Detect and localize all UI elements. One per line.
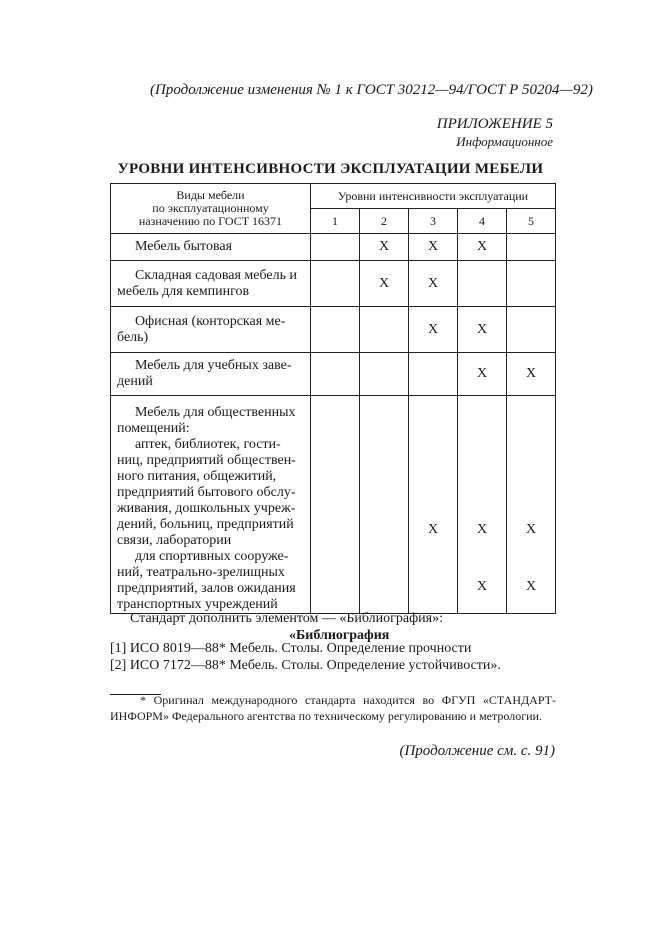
mark-cell (507, 396, 556, 614)
row-label-line: ниц, предприятий обществен- (117, 453, 296, 468)
header-kinds-line: назначению по ГОСТ 16371 (138, 214, 283, 228)
bibliography-item: [2] ИСО 7172—88* Мебель. Столы. Определение устойчивости». (110, 658, 501, 673)
mark-cell (458, 396, 507, 614)
header-levels: Уровни интенсивности эксплуатации (311, 184, 556, 209)
header-furniture-kinds (111, 184, 311, 234)
mark-cell: X (409, 261, 458, 307)
mark-cell (311, 261, 360, 307)
footnote: * Оригинал международного стандарта находится во ФГУП «СТАНДАРТ-ИНФОРМ» Федерального агентства по техническому регулированию и метрологии. (110, 693, 556, 723)
mark-cell (360, 353, 409, 396)
row-label-line: дений (117, 374, 153, 389)
mark-cell (311, 353, 360, 396)
mark-cell: X (409, 307, 458, 353)
row-label-line: аптек, библиотек, гости- (135, 437, 281, 452)
table-row (111, 353, 556, 396)
appendix-heading (437, 116, 553, 150)
appendix-title: ПРИЛОЖЕНИЕ 5 (436, 116, 553, 132)
row-label-line: ний, театрально-зрелищных (117, 565, 285, 580)
mark-cell (311, 234, 360, 261)
level-number: 4 (458, 209, 507, 234)
mark-cell (507, 234, 556, 261)
mark: X (476, 579, 488, 594)
row-label (111, 261, 311, 307)
row-label-line: ного питания, общежитий, (117, 469, 277, 484)
mark-cell: X (360, 261, 409, 307)
mark-cell (311, 307, 360, 353)
level-number: 2 (360, 209, 409, 234)
mark-cell (507, 307, 556, 353)
mark-cell: X (458, 234, 507, 261)
row-label-line: живания, дошкольных учреж- (117, 501, 296, 516)
mark-cell (360, 307, 409, 353)
mark-cell: X (409, 234, 458, 261)
table-row (111, 261, 556, 307)
row-label-line: Мебель для учебных заве- (135, 358, 292, 373)
mark-cell (409, 396, 458, 614)
mark-cell (507, 261, 556, 307)
mark-cell (409, 353, 458, 396)
header-kinds-line: по эксплуатационному (152, 201, 269, 215)
row-label-line: бель) (117, 329, 149, 345)
mark: X (525, 522, 537, 537)
row-label-line: помещений: (117, 421, 190, 436)
row-label-line: мебель для кемпингов (117, 283, 250, 299)
row-label (111, 396, 311, 614)
mark-cell (311, 396, 360, 614)
appendix-subtitle: Информационное (456, 134, 553, 149)
intensity-table (110, 183, 556, 614)
mark-cell: X (507, 353, 556, 396)
table-row (111, 234, 556, 261)
level-number: 5 (507, 209, 556, 234)
row-label-line: Мебель бытовая (135, 239, 233, 254)
bibliography-intro: Стандарт дополнить элементом — «Библиография»: (130, 611, 444, 626)
mark-cell: X (458, 307, 507, 353)
mark: X (427, 522, 439, 537)
row-label-line: Мебель для общественных (135, 405, 296, 420)
mark-cell: X (458, 353, 507, 396)
mark: X (525, 579, 537, 594)
row-label-line: дений, больниц, предприятий (117, 517, 294, 532)
row-label-line: связи, лаборатории (117, 533, 232, 548)
table-title: УРОВНИ ИНТЕНСИВНОСТИ ЭКСПЛУАТАЦИИ МЕБЕЛИ (117, 161, 544, 177)
mark: X (476, 522, 488, 537)
row-label-line: Офисная (конторская ме- (135, 313, 286, 329)
row-label (111, 307, 311, 353)
row-label (111, 353, 311, 396)
bibliography-item: [1] ИСО 8019—88* Мебель. Столы. Определение прочности (110, 641, 472, 656)
mark-cell (458, 261, 507, 307)
row-label-line: Складная садовая мебель и (135, 267, 297, 283)
row-label-line: предприятий, залов ожидания (117, 581, 296, 596)
table-row (111, 396, 556, 614)
continuation-header: (Продолжение изменения № 1 к ГОСТ 30212—94/ГОСТ Р 50204—92) (150, 82, 593, 98)
level-number: 1 (311, 209, 360, 234)
continuation-footer: (Продолжение см. с. 91) (399, 743, 555, 759)
mark-cell: X (360, 234, 409, 261)
header-kinds-line: Виды мебели (176, 188, 245, 202)
table-row (111, 307, 556, 353)
mark-cell (360, 396, 409, 614)
row-label-line: для спортивных сооруже- (135, 549, 289, 564)
bibliography-title: «Библиография (289, 628, 390, 643)
level-number: 3 (409, 209, 458, 234)
row-label-line: транспортных учреждений (117, 597, 278, 612)
row-label (111, 234, 311, 261)
row-label-line: предприятий бытового обслу- (117, 485, 296, 500)
